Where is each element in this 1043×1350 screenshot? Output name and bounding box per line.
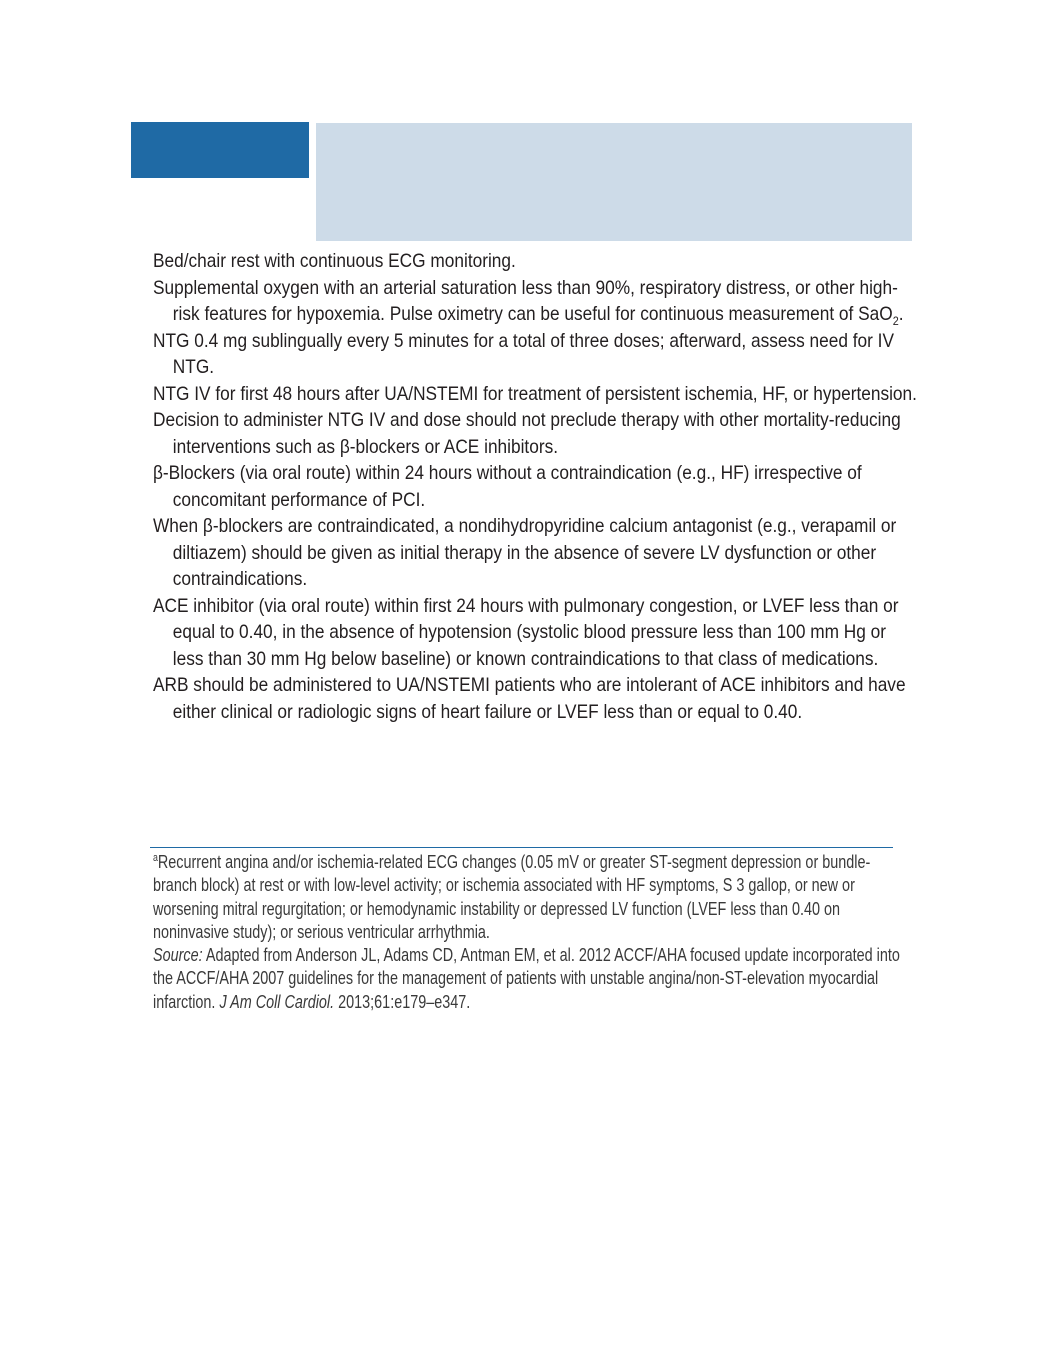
- list-item: Bed/chair rest with continuous ECG monitoring.: [153, 251, 516, 272]
- list-item: Supplemental oxygen with an arterial saturation less than 90%, respiratory distress, or other high-risk features for hypoxemia. Pulse oximetry can be useful for continuous measurement of SaO$_2$.: [153, 277, 904, 328]
- recommendation-list: [153, 249, 917, 726]
- list-item: NTG IV for first 48 hours after UA/NSTEMI for treatment of persistent ischemia, HF, or hypertension.: [153, 383, 917, 405]
- table-footnotes: [153, 851, 898, 1014]
- footnote: $^a$Recurrent angina and/or ischemia-related ECG changes (0.05 mV or greater ST-segment depression or bundle-branch block) at rest or with low-level activity; or ischemia associated with HF symptoms, S 3 gallop, or new or worsening mitral regurgitation; or hemodynamic instability or depressed LV function (LVEF less than 0.40 on noninvasive study); or serious ventricular arrhythmia.: [153, 852, 871, 942]
- list-item: β-Blockers (via oral route) within 24 hours without a contraindication (e.g., HF) irrespective of concomitant performance of PCI.: [153, 463, 862, 511]
- list-item: When β-blockers are contraindicated, a nondihydropyridine calcium antagonist (e.g., verapamil or diltiazem) should be given as initial therapy in the absence of severe LV dysfunction or other contraindications.: [153, 516, 897, 590]
- footnote-divider: [150, 847, 893, 848]
- list-item: NTG 0.4 mg sublingually every 5 minutes for a total of three doses; afterward, assess need for IV NTG.: [153, 330, 895, 378]
- source-note: Source: Adapted from Anderson JL, Adams CD, Antman EM, et al. 2012 ACCF/AHA focused update incorporated into the ACCF/AHA 2007 guidelines for the management of patients with unstable angina/non-ST-elevation myocardial infarction. J Am Coll Cardiol. 2013;61:e179–e347.: [153, 945, 900, 1012]
- table-title-panel: [316, 123, 912, 241]
- table-number-tab: [131, 122, 309, 178]
- list-item: ACE inhibitor (via oral route) within first 24 hours with pulmonary congestion, or LVEF less than or equal to 0.40, in the absence of hypotension (systolic blood pressure less than 100 mm Hg or less than 30 mm Hg below baseline) or known contraindications to that class of medications.: [153, 595, 899, 670]
- journal-name: J Am Coll Cardiol.: [219, 991, 335, 1012]
- list-item: ARB should be administered to UA/NSTEMI patients who are intolerant of ACE inhibitors and have either clinical or radiologic signs of heart failure or LVEF less than or equal to 0.40.: [153, 675, 906, 723]
- source-label: Source:: [153, 945, 203, 966]
- list-item: Decision to administer NTG IV and dose should not preclude therapy with other mortality-reducing interventions such as β-blockers or ACE inhibitors.: [153, 410, 901, 458]
